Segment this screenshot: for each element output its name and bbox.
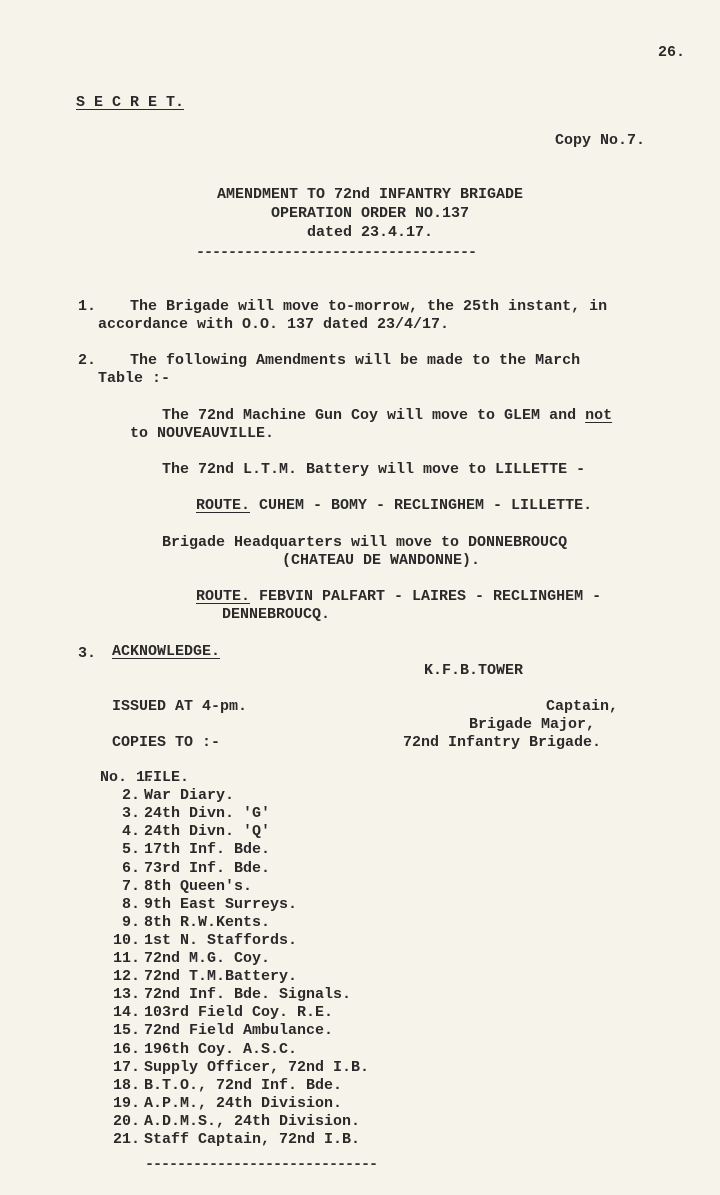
paragraph-2-number: 2. [78, 352, 97, 369]
signature-name: K.F.B.TOWER [424, 662, 524, 679]
route-1-label: ROUTE. [196, 497, 251, 514]
list-item-text: 8th Queen's. [144, 877, 253, 895]
list-item-text: 1st N. Staffords. [144, 931, 298, 949]
paragraph-1-number: 1. [78, 298, 97, 315]
list-item-number: 19. [112, 1094, 140, 1112]
list-item-text: War Diary. [144, 787, 235, 805]
route-2-line-2: DENNEBROUCQ. [222, 606, 331, 623]
list-item-text: B.T.O., 72nd Inf. Bde. [144, 1076, 343, 1094]
classification-heading: S E C R E T. [76, 94, 185, 111]
end-rule: ----------------------------- [145, 1156, 378, 1173]
mg-coy-text: The 72nd Machine Gun Coy will move to GLEM and [162, 407, 586, 424]
issued-at: ISSUED AT 4-pm. [112, 698, 248, 715]
list-item-number: 16. [112, 1040, 140, 1058]
list-item-text: 24th Divn. 'G' [144, 805, 271, 823]
route-2-label: ROUTE. [196, 588, 251, 605]
list-item-number: 9. [121, 913, 140, 931]
route-1-text: CUHEM - BOMY - RECLINGHEM - LILLETTE. [250, 497, 593, 514]
page-number: 26. [658, 44, 686, 61]
route-2-text: FEBVIN PALFART - LAIRES - RECLINGHEM - [250, 588, 602, 605]
list-item-text: 8th R.W.Kents. [144, 913, 271, 931]
list-item-number: 7. [121, 877, 140, 895]
list-item-text: 103rd Field Coy. R.E. [144, 1004, 334, 1022]
list-item-number: 4. [121, 823, 140, 841]
list-item-number: 20. [112, 1112, 140, 1130]
copies-to: COPIES TO :- [112, 734, 221, 751]
list-item-text: A.D.M.S., 24th Division. [144, 1112, 361, 1130]
hq-line-1: Brigade Headquarters will move to DONNEBROUCQ [162, 534, 568, 551]
list-item-text: 72nd Inf. Bde. Signals. [144, 986, 352, 1004]
list-item-text: 72nd T.M.Battery. [144, 968, 298, 986]
list-item-text: 73rd Inf. Bde. [144, 859, 271, 877]
list-item-text: 72nd Field Ambulance. [144, 1022, 334, 1040]
signature-role: Brigade Major, [469, 716, 596, 733]
list-item-text: 17th Inf. Bde. [144, 841, 271, 859]
list-item-text: Staff Captain, 72nd I.B. [144, 1131, 361, 1148]
copy-number: Copy No.7. [555, 132, 646, 149]
list-item-number: 14. [112, 1004, 140, 1022]
title-line-3: dated 23.4.17. [306, 224, 434, 241]
list-item-number: 2. [121, 787, 140, 805]
paragraph-1-line-1: The Brigade will move to-morrow, the 25th instant, in [130, 298, 608, 315]
signature-unit: 72nd Infantry Brigade. [403, 734, 602, 751]
list-item-number: 8. [121, 895, 140, 913]
route-2-line-1 [196, 588, 601, 606]
list-item-number: 11. [112, 950, 140, 967]
paragraph-1-line-2: accordance with O.O. 137 dated 23/4/17. [98, 316, 450, 333]
list-item-number: 18. [112, 1076, 140, 1094]
list-item-number: 21. [112, 1131, 140, 1148]
ltm-battery-line: The 72nd L.T.M. Battery will move to LILLETTE - [162, 461, 586, 478]
list-item-text: FILE. [144, 769, 190, 786]
list-item-text: 9th East Surreys. [144, 895, 298, 913]
route-1 [196, 497, 592, 515]
mg-coy-not: not [585, 407, 613, 424]
hq-line-2: (CHATEAU DE WANDONNE). [282, 552, 481, 569]
paragraph-2-line-1: The following Amendments will be made to the March [130, 352, 581, 369]
signature-rank: Captain, [546, 698, 619, 715]
list-item-text: 24th Divn. 'Q' [144, 823, 271, 841]
list-item-text: Supply Officer, 72nd I.B. [144, 1058, 370, 1076]
list-item-number: 13. [112, 986, 140, 1004]
list-item-number: 3. [121, 805, 140, 823]
list-item-text: 196th Coy. A.S.C. [144, 1040, 298, 1058]
list-item-number: 12. [112, 968, 140, 986]
list-item-number: 15. [112, 1022, 140, 1040]
paragraph-3-number: 3. [78, 645, 97, 662]
list-item-number: 10. [112, 931, 140, 949]
mg-coy-line-1 [162, 407, 612, 425]
title-rule: ----------------------------------- [196, 244, 477, 261]
list-item-text: 72nd M.G. Coy. [144, 950, 271, 967]
paragraph-2-line-2: Table :- [98, 370, 171, 387]
list-item-text: A.P.M., 24th Division. [144, 1094, 343, 1112]
distribution-list [100, 769, 500, 1159]
paragraph-3-text: ACKNOWLEDGE. [112, 643, 221, 660]
list-item-number: 5. [121, 841, 140, 859]
list-item-number: 17. [112, 1058, 140, 1076]
title-line-2: OPERATION ORDER NO.137 [270, 205, 470, 222]
list-item-number: 6. [121, 859, 140, 877]
title-line-1: AMENDMENT TO 72nd INFANTRY BRIGADE [216, 186, 524, 203]
list-item-number: No. 1. [100, 769, 155, 786]
mg-coy-line-2: to NOUVEAUVILLE. [130, 425, 275, 442]
